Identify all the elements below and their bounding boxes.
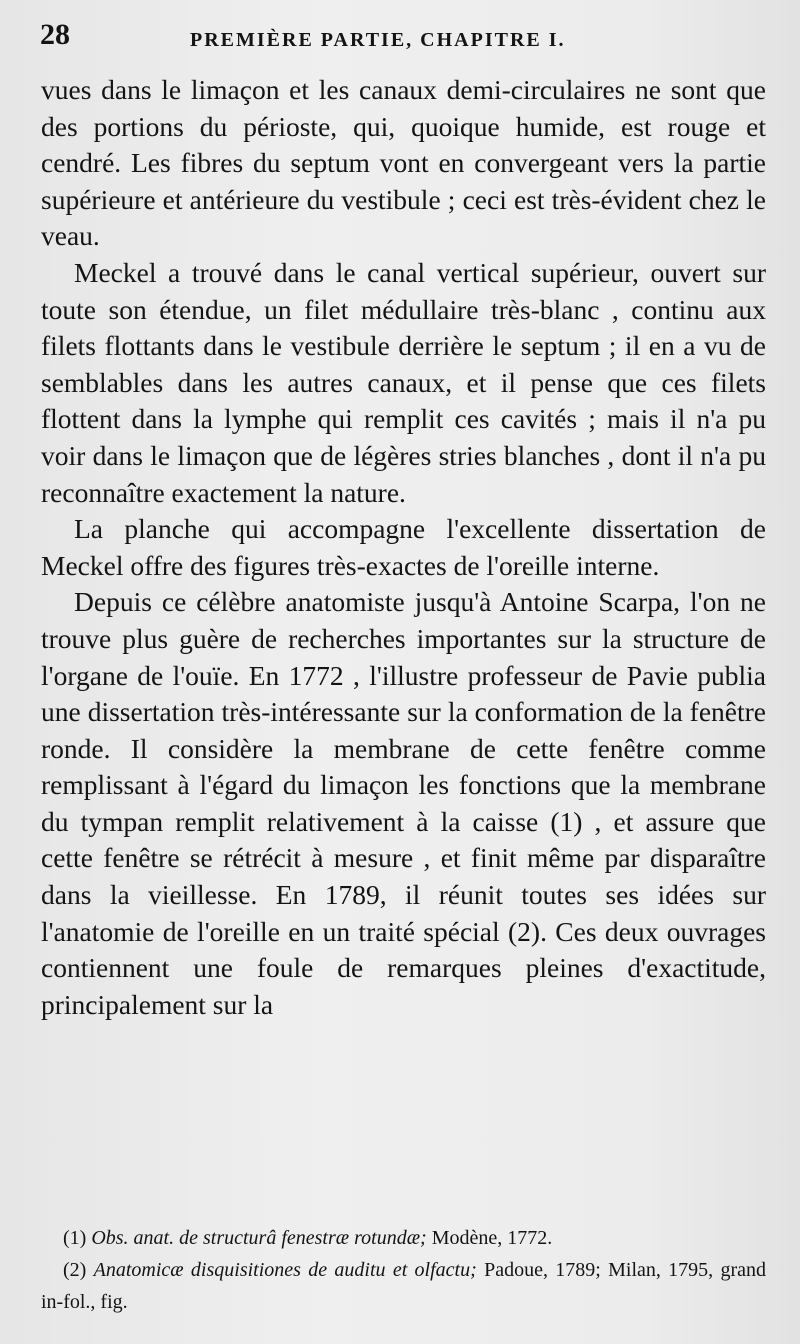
- footnote-marker: (1): [63, 1227, 87, 1249]
- paragraph: La planche qui accompagne l'excellente dissertation de Meckel offre des figures très-exactes de l'oreille interne.: [41, 513, 766, 581]
- page-number: 28: [40, 18, 70, 51]
- paragraph: Depuis ce célèbre anatomiste jusqu'à Antoine Scarpa, l'on ne trouve plus guère de recherches importantes sur la structure de l'organe de l'ouïe. En 1772 , l'illustre professeur de Pavie publia une dissertation très-intéressante sur la conformation de la fenêtre ronde. Il considère la membrane de cette fenêtre comme remplissant à l'égard du limaçon les fonctions que la membrane du tympan remplit relativement à la caisse (1) , et assure que cette fenêtre se rétrécit à mesure , et finit même par disparaître dans la vieillesse. En 1789, il réunit toutes ses idées sur l'anatomie de l'oreille en un traité spécial (2). Ces deux ouvrages contiennent une foule de remarques pleines d'exactitude, principalement sur la: [41, 586, 766, 1020]
- paragraph: vues dans le limaçon et les canaux demi-circulaires ne sont que des portions du périoste, qui, quoique humide, est rouge et cendré. Les fibres du septum vont en convergeant vers la partie supérieure et antérieure du vestibule ; ceci est très-évident chez le veau.: [41, 74, 766, 252]
- footnote-marker: (2): [63, 1259, 87, 1281]
- footnote-work-title: Obs. anat. de structurâ fenestræ rotundæ;: [91, 1227, 427, 1249]
- paragraph: Meckel a trouvé dans le canal vertical supérieur, ouvert sur toute son étendue, un filet médullaire très-blanc , continu aux filets flottants dans le vestibule derrière le septum ; il en a vu de semblables dans les autres canaux, et il pense que ces filets flottent dans la lymphe qui remplit ces cavités ; mais il n'a pu voir dans le limaçon que de légères stries blanches , dont il n'a pu reconnaître exactement la nature.: [41, 256, 766, 508]
- running-head: [40, 18, 762, 58]
- footnote-work-title: Anatomicæ disquisitiones de auditu et olfactu;: [93, 1259, 477, 1281]
- footnotes: [41, 1222, 766, 1318]
- footnote-publication: Modène, 1772.: [431, 1227, 553, 1249]
- footnote: [41, 1222, 766, 1254]
- footnote: [41, 1254, 766, 1318]
- body-text: [41, 72, 766, 1023]
- footnote-publication: Padoue, 1789; Milan, 1795, grand in-fol., fig.: [41, 1259, 767, 1313]
- running-title: PREMIÈRE PARTIE, CHAPITRE I.: [190, 29, 566, 51]
